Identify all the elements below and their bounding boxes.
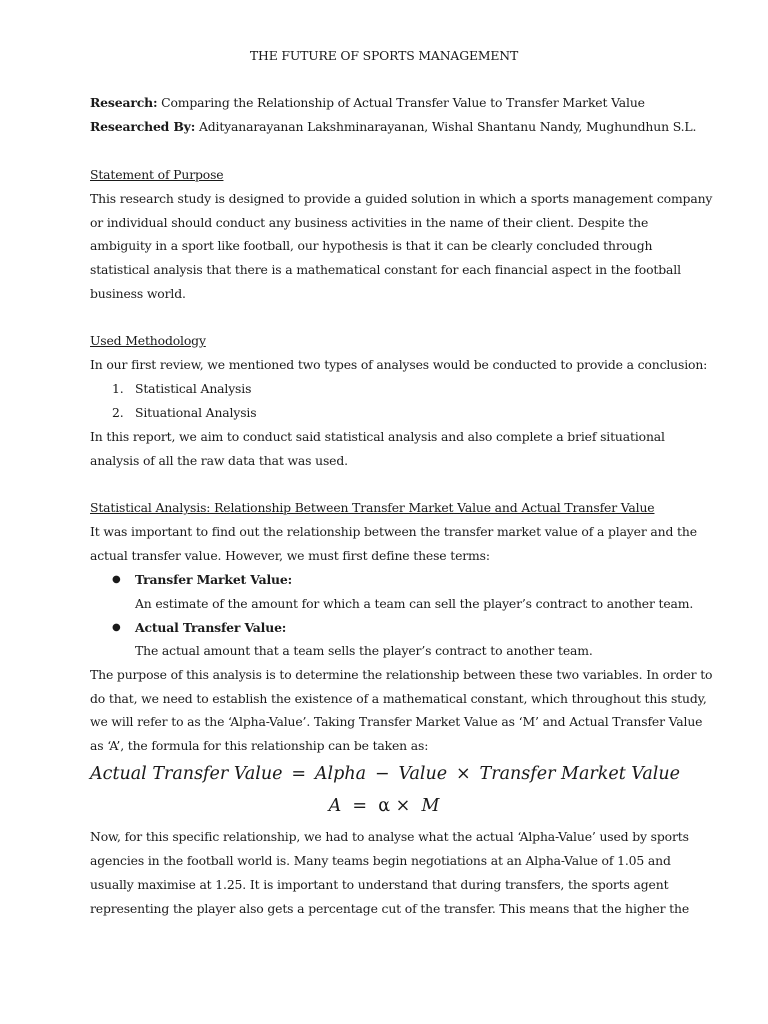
formula-alpha-symbol: α (378, 796, 391, 816)
paragraph-line: In our first review, we mentioned two types of analyses would be conducted to provide a conclusion: (90, 357, 708, 372)
formula-m: M (421, 796, 440, 816)
bullet-icon: ● (112, 622, 121, 633)
paragraph-line: In this report, we aim to conduct said statistical analysis and also complete a brief situational (90, 429, 665, 444)
term-label: Actual Transfer Value: (135, 620, 287, 635)
paragraph-line: we will refer to as the ‘Alpha-Value’. Taking Transfer Market Value as ‘M’ and Actual Transfer Value (90, 714, 703, 729)
term-label: Transfer Market Value: (135, 572, 293, 587)
paragraph-line: representing the player also gets a percentage cut of the transfer. This means that the higher the (90, 901, 690, 916)
paragraph-line: The purpose of this analysis is to determine the relationship between these two variables. In order to (90, 667, 713, 682)
formula-a: A (328, 796, 342, 816)
term-definition: An estimate of the amount for which a team can sell the player’s contract to another team. (135, 596, 694, 611)
list-item-number: 1. (112, 381, 124, 396)
formula-times: × (395, 796, 411, 816)
paragraph-line: Now, for this specific relationship, we had to analyse what the actual ‘Alpha-Value’ used by sports (90, 829, 689, 844)
paragraph-line: usually maximise at 1.25. It is important to understand that during transfers, the sports agent (90, 877, 669, 892)
paragraph-line: agencies in the football world is. Many teams begin negotiations at an Alpha-Value of 1.05 and (90, 853, 671, 868)
term-definition: The actual amount that a team sells the player’s contract to another team. (135, 643, 593, 658)
paragraph-line: analysis of all the raw data that was used. (90, 453, 348, 468)
formula-value: Value (398, 764, 448, 784)
paragraph-line: actual transfer value. However, we must first define these terms: (90, 548, 490, 563)
formula-times: × (456, 764, 471, 784)
formula-equals: = (352, 796, 368, 816)
research-value: Comparing the Relationship of Actual Transfer Value to Transfer Market Value (157, 95, 645, 110)
formula-main (90, 763, 680, 785)
paragraph-line: or individual should conduct any business activities in the name of their client. Despite the (90, 215, 649, 230)
paragraph-line: statistical analysis that there is a mathematical constant for each financial aspect in the football (90, 262, 681, 277)
paragraph-line: business world. (90, 286, 186, 301)
research-line (90, 95, 645, 111)
research-label: Research: (90, 95, 158, 110)
paragraph-line: as ‘A’, the formula for this relationship can be taken as: (90, 738, 429, 753)
formula-alpha: Alpha (314, 764, 367, 784)
formula-short (0, 795, 768, 817)
researched-by-label: Researched By: (90, 119, 196, 134)
formula-lhs: Actual Transfer Value (90, 764, 283, 784)
paragraph-line: ambiguity in a sport like football, our hypothesis is that it can be clearly concluded through (90, 238, 653, 253)
formula-equals: = (291, 764, 307, 784)
researched-by-line (90, 119, 696, 135)
document-title: THE FUTURE OF SPORTS MANAGEMENT (249, 48, 519, 63)
formula-rhs: Transfer Market Value (479, 764, 680, 784)
section-heading-analysis: Statistical Analysis: Relationship Between Transfer Market Value and Actual Transfer Value (90, 500, 655, 515)
bullet-icon: ● (112, 574, 121, 585)
list-item-text: Statistical Analysis (135, 381, 252, 396)
formula-minus: − (374, 764, 390, 784)
list-item-number: 2. (112, 405, 124, 420)
paragraph-line: It was important to find out the relationship between the transfer market value of a player and the (90, 524, 697, 539)
paragraph-line: do that, we need to establish the existence of a mathematical constant, which throughout this study, (90, 691, 707, 706)
list-item-text: Situational Analysis (135, 405, 257, 420)
section-heading-methodology: Used Methodology (90, 333, 206, 348)
paragraph-line: This research study is designed to provide a guided solution in which a sports management company (90, 191, 713, 206)
section-heading-purpose: Statement of Purpose (90, 167, 224, 182)
researched-by-value: Adityanarayanan Lakshminarayanan, Wishal Shantanu Nandy, Mughundhun S.L. (195, 119, 697, 134)
